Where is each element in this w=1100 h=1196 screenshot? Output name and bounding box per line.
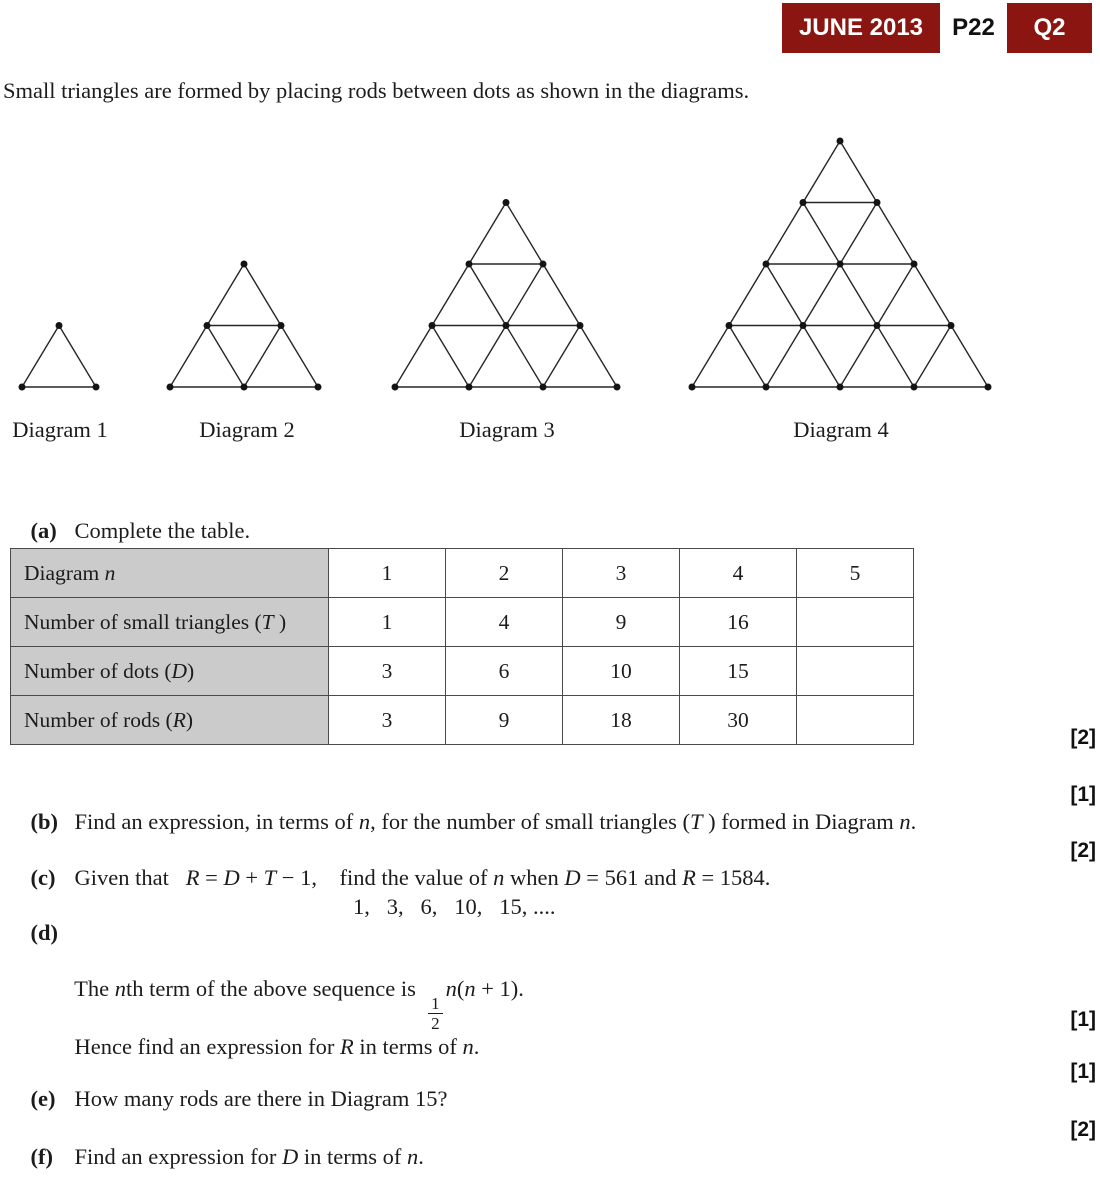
rod xyxy=(543,326,580,388)
rod xyxy=(543,264,580,326)
rod xyxy=(803,264,840,326)
rod xyxy=(506,203,543,265)
rod xyxy=(840,326,877,388)
dot xyxy=(540,384,547,391)
dot xyxy=(93,384,100,391)
figure-label-diagram-1: Diagram 1 xyxy=(12,417,108,442)
paper-label: P22 xyxy=(940,3,1007,53)
cell-d-1: 3 xyxy=(329,647,446,696)
dot xyxy=(167,384,174,391)
cell-t-3: 9 xyxy=(563,598,680,647)
rod xyxy=(951,326,988,388)
rod xyxy=(877,264,914,326)
rod xyxy=(840,264,877,326)
part-b-mark: [1] xyxy=(1070,783,1096,806)
part-f-mark: [2] xyxy=(1070,1118,1096,1141)
dot xyxy=(911,384,918,391)
cell-d-2: 6 xyxy=(446,647,563,696)
rod xyxy=(207,326,244,388)
part-f-label: (f) xyxy=(30,1144,53,1169)
dot xyxy=(204,322,211,329)
dot xyxy=(800,199,807,206)
dot xyxy=(466,384,473,391)
rod xyxy=(207,264,244,326)
intro-text: Small triangles are formed by placing rods between dots as shown in the diagrams. xyxy=(3,78,750,103)
row-header-rods: Number of rods (R) xyxy=(11,696,329,745)
cell-r-4: 30 xyxy=(680,696,797,745)
cell-n-2: 2 xyxy=(446,549,563,598)
row-header-dots: Number of dots (D) xyxy=(11,647,329,696)
rod xyxy=(469,326,506,388)
rod xyxy=(692,326,729,388)
part-d-sequence: 1, 3, 6, 10, 15, .... xyxy=(353,894,556,919)
dot xyxy=(56,322,63,329)
cell-t-4: 16 xyxy=(680,598,797,647)
figure-label-diagram-3: Diagram 3 xyxy=(459,417,555,442)
cell-d-4: 15 xyxy=(680,647,797,696)
rod xyxy=(395,326,432,388)
table-row-rods xyxy=(11,696,914,745)
rod xyxy=(22,326,59,388)
cell-r-2: 9 xyxy=(446,696,563,745)
rod xyxy=(766,264,803,326)
rod xyxy=(914,264,951,326)
dot xyxy=(874,199,881,206)
part-e-text: How many rods are there in Diagram 15? xyxy=(74,1086,448,1111)
dot xyxy=(503,199,510,206)
part-c-text: Given that R = D + T − 1, find the value of n when D = 561 and R = 1584. xyxy=(74,865,771,890)
cell-d-3: 10 xyxy=(563,647,680,696)
question-number-label: Q2 xyxy=(1007,3,1092,53)
dot xyxy=(19,384,26,391)
part-c-mark: [2] xyxy=(1070,839,1096,862)
part-d-nth-term-text: The nth term of the above sequence is $\frac{1}{2}$ n(n + 1). xyxy=(74,976,524,1034)
part-b-label: (b) xyxy=(30,809,58,834)
table-row-triangles xyxy=(11,598,914,647)
dot xyxy=(278,322,285,329)
rod xyxy=(914,326,951,388)
rod xyxy=(877,326,914,388)
rod xyxy=(469,203,506,265)
part-a-label: (a) xyxy=(30,518,57,543)
cell-n-5: 5 xyxy=(797,549,914,598)
cell-n-3: 3 xyxy=(563,549,680,598)
figure-label-diagram-2: Diagram 2 xyxy=(199,417,295,442)
part-e-mark: [1] xyxy=(1070,1060,1096,1083)
dot xyxy=(911,261,918,268)
part-d-hence-text: Hence find an expression for R in terms of n. xyxy=(74,1034,480,1059)
dot xyxy=(837,138,844,145)
rod xyxy=(281,326,318,388)
rod xyxy=(170,326,207,388)
rod xyxy=(803,203,840,265)
rod xyxy=(840,203,877,265)
rod xyxy=(729,264,766,326)
rod xyxy=(432,326,469,388)
part-f-text: Find an expression for D in terms of n. xyxy=(74,1144,424,1169)
dot xyxy=(315,384,322,391)
dot xyxy=(874,322,881,329)
row-header-triangles: Number of small triangles (T ) xyxy=(11,598,329,647)
part-d-label: (d) xyxy=(30,920,58,945)
rod xyxy=(580,326,617,388)
dot xyxy=(726,322,733,329)
dot xyxy=(689,384,696,391)
dot xyxy=(577,322,584,329)
figure-diagram-4 xyxy=(689,138,992,391)
rod xyxy=(766,326,803,388)
dot xyxy=(763,384,770,391)
rod xyxy=(803,141,840,203)
cell-d-5-blank xyxy=(797,647,914,696)
dot xyxy=(614,384,621,391)
rod xyxy=(506,264,543,326)
rod xyxy=(469,264,506,326)
cell-r-5-blank xyxy=(797,696,914,745)
rod xyxy=(59,326,96,388)
rod xyxy=(432,264,469,326)
rod xyxy=(877,203,914,265)
table-row-dots xyxy=(11,647,914,696)
rod xyxy=(244,264,281,326)
dot xyxy=(985,384,992,391)
part-a-text: Complete the table. xyxy=(74,518,251,543)
dot xyxy=(503,322,510,329)
cell-t-1: 1 xyxy=(329,598,446,647)
dot xyxy=(466,261,473,268)
dot xyxy=(763,261,770,268)
rod xyxy=(506,326,543,388)
dot xyxy=(837,261,844,268)
figure-diagram-2 xyxy=(167,261,322,391)
dot xyxy=(241,384,248,391)
part-d-mark: [1] xyxy=(1070,1008,1096,1031)
figure-diagram-1 xyxy=(19,322,100,391)
values-table xyxy=(10,548,914,745)
dot xyxy=(429,322,436,329)
table-row-diagram-n xyxy=(11,549,914,598)
dot xyxy=(392,384,399,391)
rod xyxy=(803,326,840,388)
cell-n-4: 4 xyxy=(680,549,797,598)
dot xyxy=(241,261,248,268)
fraction: $\frac{1}{2}$ xyxy=(428,994,443,1033)
dot xyxy=(948,322,955,329)
session-label: JUNE 2013 xyxy=(782,3,940,53)
cell-t-2: 4 xyxy=(446,598,563,647)
part-e-label: (e) xyxy=(30,1086,56,1111)
dot xyxy=(800,322,807,329)
cell-n-1: 1 xyxy=(329,549,446,598)
rod xyxy=(729,326,766,388)
rod xyxy=(244,326,281,388)
row-header-diagram-n: Diagram n xyxy=(11,549,329,598)
part-b-text: Find an expression, in terms of n, for the number of small triangles (T ) formed in Diagram n. xyxy=(74,809,917,834)
figure-diagram-3 xyxy=(392,199,621,391)
dot xyxy=(837,384,844,391)
part-a-mark: [2] xyxy=(1070,726,1096,749)
figure-label-diagram-4: Diagram 4 xyxy=(793,417,889,442)
cell-r-3: 18 xyxy=(563,696,680,745)
triangle-figures-canvas xyxy=(0,0,1100,460)
cell-r-1: 3 xyxy=(329,696,446,745)
cell-t-5-blank xyxy=(797,598,914,647)
part-f-line xyxy=(8,1118,424,1196)
rod xyxy=(766,203,803,265)
part-c-label: (c) xyxy=(30,865,56,890)
rod xyxy=(840,141,877,203)
dot xyxy=(540,261,547,268)
